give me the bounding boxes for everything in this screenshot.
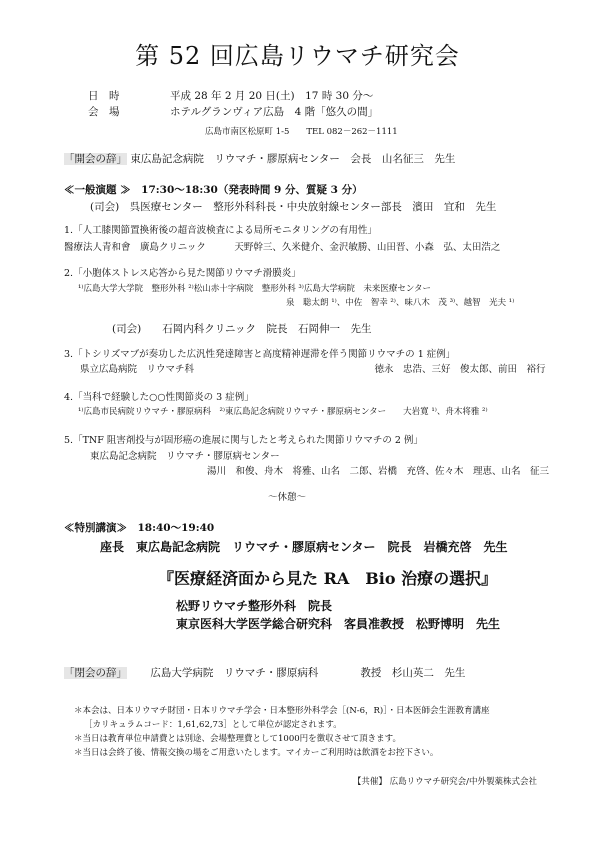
closing-label: 「閉会の辞」 [64,667,127,679]
general-heading: ≪一般演題 ≫ 17:30～18:30（発表時間 9 分、質疑 3 分） [64,184,363,196]
special-heading: ≪特別講演≫ 18:40～19:40 [64,522,215,534]
talk-1-title: 1.「人工膝関節置換術後の超音波検査による局所モニタリングの有用性」 [64,225,377,236]
venue-label: 会 場 [88,106,120,118]
closing-section [64,665,465,680]
note-2: ［カリキュラムコード：1,61,62,73］として単位が認定されます。 [84,720,342,730]
venue-value: ホテルグランヴィア広島 4 階「悠久の間」 [170,106,379,118]
special-chair: 座長 東広島記念病院 リウマチ・膠原病センター 院長 岩橋充啓 先生 [100,540,508,554]
talk-2-title: 2.「小胞体ストレス応答から見た関節リウマチ滑膜炎」 [64,268,301,279]
talk-3-authors: 県立広島病院 リウマチ科 徳永 忠浩、三好 俊太郎、前田 裕行 [80,364,546,375]
closing-text: 広島大学病院 リウマチ・膠原病科 教授 杉山英二 先生 [150,667,466,679]
talk-5-affiliation: 東広島記念病院 リウマチ・膠原病センター [90,451,280,462]
opening-section [64,151,455,166]
talk-1-authors: 醫療法人青和會 廣島クリニック 天野幹三、久米健介、金沢敏勝、山田晋、小森 弘、太田浩之 [64,242,501,253]
note-3: ＊当日は教育単位申請費とは別途、会場整理費として1000円を徴収させて頂きます。 [74,734,401,744]
opening-label: 「開会の辞」 [64,153,127,165]
speaker-line-2: 東京医科大学医学総合研究科 客員准教授 松野博明 先生 [176,617,501,631]
talk-4-authors: ¹⁾広島市民病院リウマチ・膠原病科 ²⁾東広島記念病院リウマチ・膠原病センター 大岩寛 ¹⁾、舟木将雅 ²⁾ [78,407,488,417]
speaker-line-1: 松野リウマチ整形外科 院長 [176,599,333,613]
lecture-title: 『医療経済面から見た RA Bio 治療の選択』 [158,569,498,588]
page-title: 第 52 回広島リウマチ研究会 [135,42,460,70]
note-1: ＊本会は、日本リウマチ財団・日本リウマチ学会・日本整形外科学会［(N-6，R)］・日本医師会生涯教育講座 [74,706,490,716]
break-label: ～休憩～ [268,492,307,503]
talk-2-affiliations: ¹⁾広島大学大学院 整形外科 ²⁾松山赤十字病院 整形外科 ³⁾広島大学病院 未来医療センター [78,284,432,294]
talk-5-title: 5.「TNF 阻害剤投与が固形癌の進展に関与したと考えられた関節リウマチの 2 例」 [64,435,423,446]
talk-3-title: 3.「トシリズマブが奏功した広汎性発達障害と高度精神遅滞を伴う関節リウマチの 1 症例」 [64,349,456,360]
general-chair-2: (司会) 石岡内科クリニック 院長 石岡伸一 先生 [112,323,372,335]
date-label: 日 時 [88,90,120,102]
talk-4-title: 4.「当科で経験した○○性関節炎の 3 症例」 [64,392,254,403]
venue-address: 広島市南区松原町 1-5 TEL 082－262－1111 [205,127,398,137]
date-value: 平成 28 年 2 月 20 日(土) 17 時 30 分～ [170,90,374,102]
general-chair-1: (司会) 呉医療センター 整形外科科長・中央放射線センター部長 濱田 宜和 先生 [90,201,497,213]
note-4: ＊当日は会終了後、情報交換の場をご用意いたします。マイカーご利用時は飲酒をお控下さい。 [74,748,439,758]
talk-2-authors: 泉 聡太朗 ¹⁾、中佐 智幸 ²⁾、味八木 茂 ³⁾、越智 光夫 ¹⁾ [286,298,515,308]
opening-text: 東広島記念病院 リウマチ・膠原病センター 会長 山名征三 先生 [130,153,456,165]
talk-5-authors: 湯川 和俊、舟木 将雅、山名 二郎、岩橋 充啓、佐々木 理恵、山名 征三 [207,466,550,477]
cohost-line: 【共催】 広島リウマチ研究会/中外製薬株式会社 [352,777,537,787]
